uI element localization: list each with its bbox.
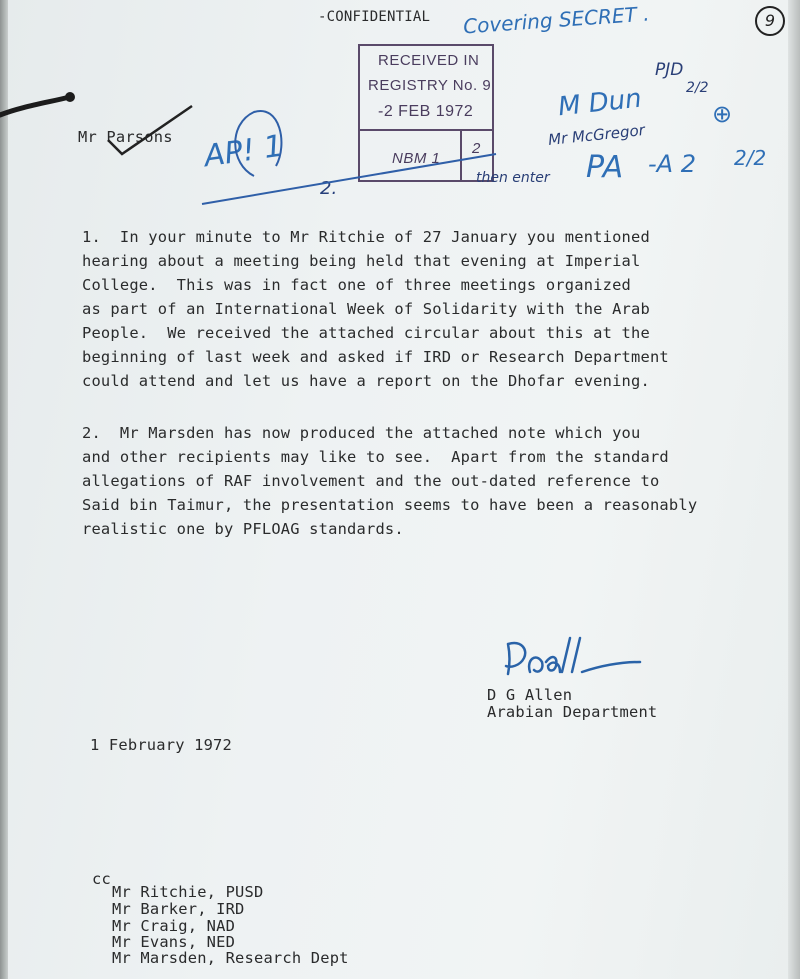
cc-recipient: Mr Evans, NED [112, 933, 236, 951]
circled-a-mark: ⊕ [712, 100, 733, 128]
handwritten-classification: Covering SECRET . [462, 1, 651, 39]
paragraph-1-line-6: beginning of last week and asked if IRD or Research Department [82, 348, 669, 366]
stamp-reference: NBM 1 [392, 150, 441, 167]
ap-annotation-number: 2. [320, 178, 338, 199]
binding-edge [0, 0, 8, 979]
stamp-reference-number: 2 [472, 140, 481, 157]
paragraph-2-line-2: and other recipients may like to see. Apart from the standard [82, 448, 669, 466]
handwritten-initials: M Dun [556, 83, 644, 123]
paragraph-2-line-3: allegations of RAF involvement and the out-dated reference to [82, 472, 660, 490]
signature [500, 632, 650, 682]
cc-recipient: Mr Craig, NAD [112, 917, 236, 935]
classification-label: -CONFIDENTIAL [318, 9, 431, 25]
paragraph-1-line-1: 1. In your minute to Mr Ritchie of 27 January you mentioned [82, 228, 650, 246]
paragraph-1-line-7: could attend and let us have a report on the Dhofar evening. [82, 372, 650, 390]
paragraph-2-line-1: 2. Mr Marsden has now produced the attached note which you [82, 424, 641, 442]
stamp-divider [360, 129, 494, 131]
cc-recipient: Mr Barker, IRD [112, 900, 245, 918]
stamp-date: -2 FEB 1972 [378, 103, 474, 120]
ap-annotation: AP! 1 [201, 128, 286, 175]
then-enter-annotation: then enter [476, 170, 550, 186]
initials-pjd-date: 2/2 [686, 80, 709, 96]
paragraph-1-line-3: College. This was in fact one of three meetings organized [82, 276, 632, 294]
mcgregor-annotation: Mr McGregor [547, 120, 646, 150]
stamp-received: RECEIVED IN [378, 52, 480, 69]
paragraph-2-line-4: Said bin Taimur, the presentation seems to have been a reasonably [82, 496, 698, 514]
paragraph-2-line-5: realistic one by PFLOAG standards. [82, 520, 404, 538]
cc-label: cc [92, 870, 111, 888]
signatory-department: Arabian Department [487, 703, 658, 721]
paragraph-1-line-4: as part of an International Week of Solidarity with the Arab [82, 300, 650, 318]
pa-date: 2/2 [734, 146, 767, 170]
paragraph-1-line-2: hearing about a meeting being held that evening at Imperial [82, 252, 641, 270]
folio-number: 9 [755, 6, 785, 36]
pa-annotation: PA [586, 150, 624, 185]
pa-initials: -A 2 [648, 150, 696, 178]
cc-recipient: Mr Ritchie, PUSD [112, 883, 264, 901]
addressee: Mr Parsons [78, 128, 173, 146]
ap-circle-mark [224, 104, 294, 184]
initials-pjd: PJD [655, 60, 684, 80]
signatory-name: D G Allen [487, 686, 573, 704]
document-date: 1 February 1972 [90, 736, 232, 754]
stamp-registry: REGISTRY No. 9 [368, 77, 492, 94]
page-right-edge [788, 0, 800, 979]
binding-string [0, 85, 90, 125]
cc-recipient: Mr Marsden, Research Dept [112, 949, 349, 967]
paragraph-1-line-5: People. We received the attached circular about this at the [82, 324, 650, 342]
addressee-tick-mark [100, 100, 200, 160]
